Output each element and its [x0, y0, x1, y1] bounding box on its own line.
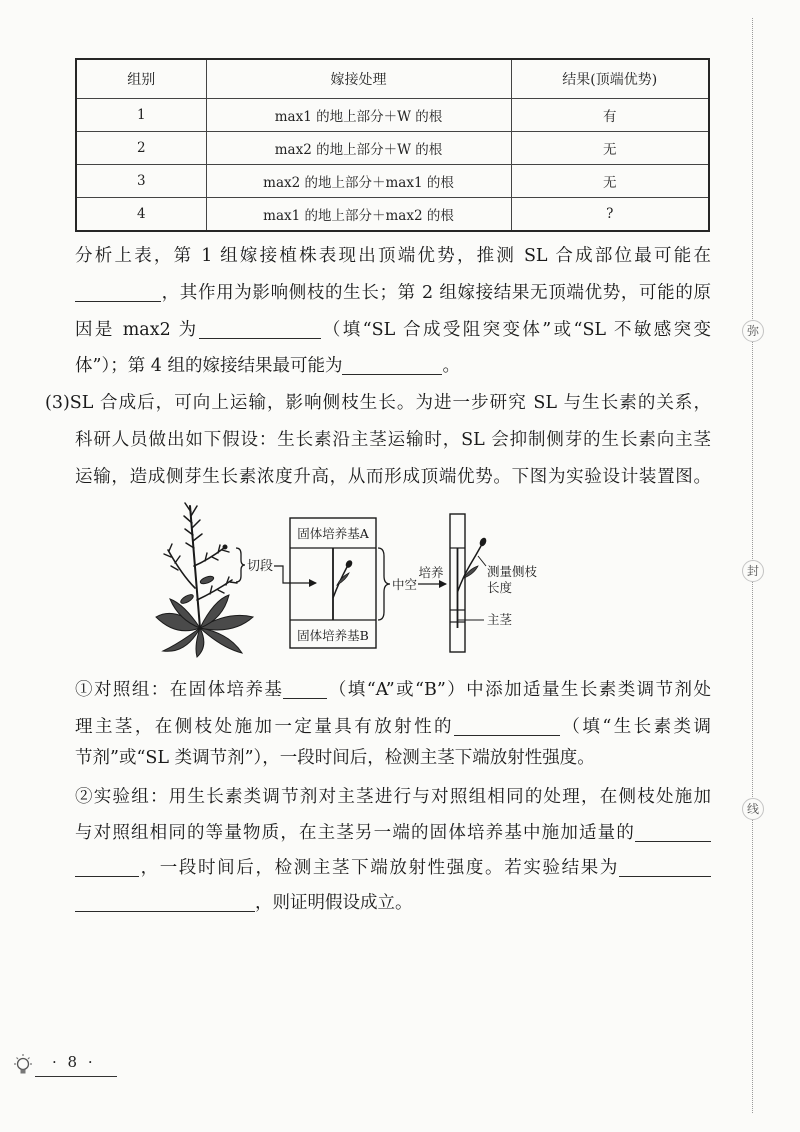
side-branch-left [168, 550, 195, 588]
analysis-line-3-text-a: 因是 max2 为 [75, 320, 199, 340]
analysis-line-2 [75, 275, 711, 312]
analysis-line-1: 分析上表，第 1 组嫁接植株表现出顶端优势，推测 SL 合成部位最可能在 [75, 246, 711, 266]
medium-b-label: 固体培养基B [297, 628, 369, 643]
table-row [76, 132, 709, 165]
experimental-line-4 [75, 885, 711, 922]
table-cell-result: ? [511, 198, 709, 232]
cultured-side-branch [458, 546, 482, 592]
experimental-line-2-text: 与对照组相同的等量物质，在主茎另一端的固体培养基中施加适量的 [75, 823, 635, 843]
silique [191, 506, 197, 516]
measure-label-2: 长度 [487, 580, 513, 595]
analysis-line-2-text: ，其作用为影响侧枝的生长；第 2 组嫁接结果无顶端优势，可能的原 [161, 283, 711, 303]
grafting-table [75, 58, 710, 232]
answer-blank-medium [283, 684, 327, 699]
table-cell-group: 4 [76, 198, 206, 232]
control-line-1 [75, 672, 711, 709]
cultured-branch-bud [478, 537, 487, 548]
culture-label: 培养 [418, 565, 444, 580]
main-stem-label: 主茎 [487, 612, 513, 627]
analysis-line-3-text-b: （填“SL 合成受阻突变体”或“SL 不敏感突变 [320, 320, 711, 340]
table-cell-result: 无 [511, 165, 709, 198]
analysis-line-3 [75, 312, 711, 349]
question3-line-3: 运输，造成侧芽生长素浓度升高，从而形成顶端优势。下图为实验设计装置图。 [75, 467, 711, 487]
analysis-line-4 [75, 348, 711, 385]
table-row [76, 165, 709, 198]
table-cell-group: 3 [76, 165, 206, 198]
seal-char-1: 弥 [742, 320, 764, 342]
table-cell-treatment: max2 的地上部分＋max1 的根 [206, 165, 511, 198]
answer-blank-synthesis-site [75, 287, 161, 302]
silique [175, 556, 180, 563]
hollow-label: 中空 [392, 577, 418, 592]
side-branch-right-upper [194, 548, 224, 566]
experiment-setup-figure [150, 498, 570, 660]
cut-segment-bracket [236, 548, 245, 582]
table-cell-treatment: max2 的地上部分＋W 的根 [206, 132, 511, 165]
rosette-leaf [200, 628, 242, 653]
silique [192, 520, 200, 528]
answer-blank-result-a [619, 862, 711, 877]
cut-segment-arrow [274, 566, 316, 583]
experimental-line-1: ②实验组：用生长素类调节剂对主茎进行与对照组相同的处理，在侧枝处施加 [75, 787, 711, 807]
answer-blank-added-substance-a [635, 827, 711, 842]
table-cell-group: 1 [76, 99, 206, 132]
answer-blank-mutant-type [199, 324, 321, 339]
medium-a-label: 固体培养基A [297, 526, 369, 541]
answer-blank-result-b [75, 897, 255, 912]
silique [230, 582, 237, 583]
silique [222, 550, 229, 552]
analysis-line-4-text-b: 。 [442, 356, 460, 376]
header-treatment: 嫁接处理 [206, 59, 511, 99]
table-cell-group: 2 [76, 132, 206, 165]
table-row [76, 99, 709, 132]
control-line-2-text-b: （填“生长素类调 [559, 717, 712, 737]
question3-line-2: 科研人员做出如下假设：生长素沿主茎运输时，SL 会抑制侧芽的生长素向主茎 [75, 430, 711, 450]
control-line-1-text-b: （填“A”或“B”）中添加适量生长素类调节剂处 [327, 680, 711, 700]
measure-pointer [478, 556, 486, 566]
answer-blank-radioactive-substance [454, 721, 560, 736]
silique [171, 566, 178, 570]
silique [193, 534, 202, 541]
answer-blank-added-substance-b [75, 862, 139, 877]
table-row [76, 198, 709, 232]
experimental-line-3-text: ，一段时间后，检测主茎下端放射性强度。若实验结果为 [139, 858, 619, 878]
question3-line-1: (3)SL 合成后，可向上运输，影响侧枝生长。为进一步研究 SL 与生长素的关系， [45, 393, 711, 413]
cauline-leaf [199, 575, 214, 585]
experimental-line-4-text: ，则证明假设成立。 [255, 893, 413, 913]
hollow-brace [378, 548, 390, 620]
rosette-leaf [163, 628, 200, 651]
table-cell-result: 有 [511, 99, 709, 132]
header-group: 组别 [76, 59, 206, 99]
plant-drawing [156, 503, 253, 657]
seal-char-2: 封 [742, 560, 764, 582]
answer-blank-group4-result [342, 360, 442, 375]
control-line-3: 节剂”或“SL 类调节剂”），一段时间后，检测主茎下端放射性强度。 [75, 748, 595, 768]
table-header-row [76, 59, 709, 99]
table-cell-result: 无 [511, 132, 709, 165]
control-line-1-text-a: ①对照组：在固体培养基 [75, 680, 284, 700]
cauline-leaf [179, 593, 194, 605]
control-line-2-text-a: 理主茎，在侧枝处施加一定量具有放射性的 [75, 717, 454, 737]
silique [169, 544, 172, 551]
flower-bud [223, 545, 227, 549]
silique [212, 557, 218, 560]
experimental-line-3 [75, 850, 711, 887]
header-result: 结果(顶端优势) [511, 59, 709, 99]
cut-segment-label: 切段 [247, 559, 274, 574]
experimental-line-2 [75, 815, 711, 852]
seal-char-3: 线 [742, 798, 764, 820]
footer-underline [35, 1076, 117, 1077]
page-number: · 8 · [52, 1053, 96, 1071]
lightbulb-icon [11, 1053, 35, 1079]
branch-bud [344, 559, 353, 569]
measure-label-1: 测量侧枝 [487, 564, 538, 579]
table-cell-treatment: max1 的地上部分＋max2 的根 [206, 198, 511, 232]
analysis-line-4-text-a: 体”）；第 4 组的嫁接结果最可能为 [75, 356, 343, 376]
silique [218, 590, 224, 593]
table-cell-treatment: max1 的地上部分＋W 的根 [206, 99, 511, 132]
